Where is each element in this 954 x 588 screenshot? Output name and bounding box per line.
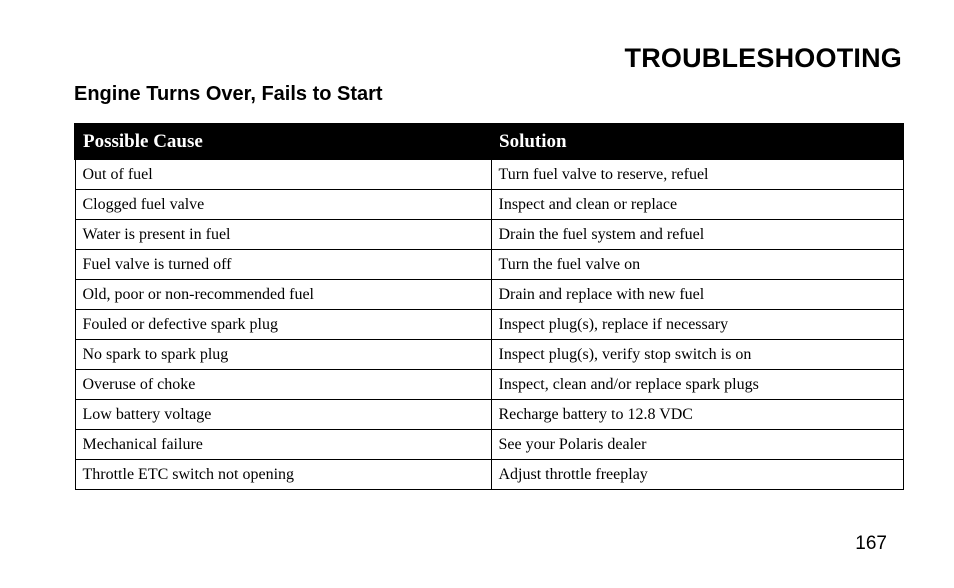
- solution-cell: Inspect, clean and/or replace spark plugs: [491, 370, 903, 400]
- table-row: [75, 190, 903, 220]
- table-row: [75, 220, 903, 250]
- solution-cell: See your Polaris dealer: [491, 430, 903, 460]
- troubleshooting-table: [74, 123, 904, 490]
- table-row: [75, 400, 903, 430]
- cause-cell: Throttle ETC switch not opening: [75, 460, 491, 490]
- solution-cell: Inspect and clean or replace: [491, 190, 903, 220]
- cause-cell: Clogged fuel valve: [75, 190, 491, 220]
- solution-cell: Turn fuel valve to reserve, refuel: [491, 159, 903, 190]
- table-row: [75, 340, 903, 370]
- cause-cell: Water is present in fuel: [75, 220, 491, 250]
- table-header: [75, 124, 903, 159]
- cause-cell: Fuel valve is turned off: [75, 250, 491, 280]
- table-row: [75, 430, 903, 460]
- section-title: Engine Turns Over, Fails to Start: [74, 83, 383, 105]
- page-title: TROUBLESHOOTING: [624, 43, 902, 73]
- solution-cell: Inspect plug(s), replace if necessary: [491, 310, 903, 340]
- cause-cell: Mechanical failure: [75, 430, 491, 460]
- cause-cell: Overuse of choke: [75, 370, 491, 400]
- solution-cell: Drain and replace with new fuel: [491, 280, 903, 310]
- table-header-row: [75, 124, 903, 159]
- table-body: [75, 159, 903, 490]
- solution-cell: Drain the fuel system and refuel: [491, 220, 903, 250]
- page-number: 167: [855, 533, 887, 554]
- cause-cell: No spark to spark plug: [75, 340, 491, 370]
- solution-cell: Recharge battery to 12.8 VDC: [491, 400, 903, 430]
- cause-cell: Old, poor or non-recommended fuel: [75, 280, 491, 310]
- table-row: [75, 159, 903, 190]
- solution-cell: Adjust throttle freeplay: [491, 460, 903, 490]
- table-row: [75, 460, 903, 490]
- table-row: [75, 280, 903, 310]
- column-header-possible-cause: Possible Cause: [75, 124, 491, 159]
- cause-cell: Fouled or defective spark plug: [75, 310, 491, 340]
- cause-cell: Out of fuel: [75, 159, 491, 190]
- column-header-solution: Solution: [491, 124, 903, 159]
- cause-cell: Low battery voltage: [75, 400, 491, 430]
- table-row: [75, 310, 903, 340]
- solution-cell: Turn the fuel valve on: [491, 250, 903, 280]
- table-row: [75, 250, 903, 280]
- table-row: [75, 370, 903, 400]
- solution-cell: Inspect plug(s), verify stop switch is on: [491, 340, 903, 370]
